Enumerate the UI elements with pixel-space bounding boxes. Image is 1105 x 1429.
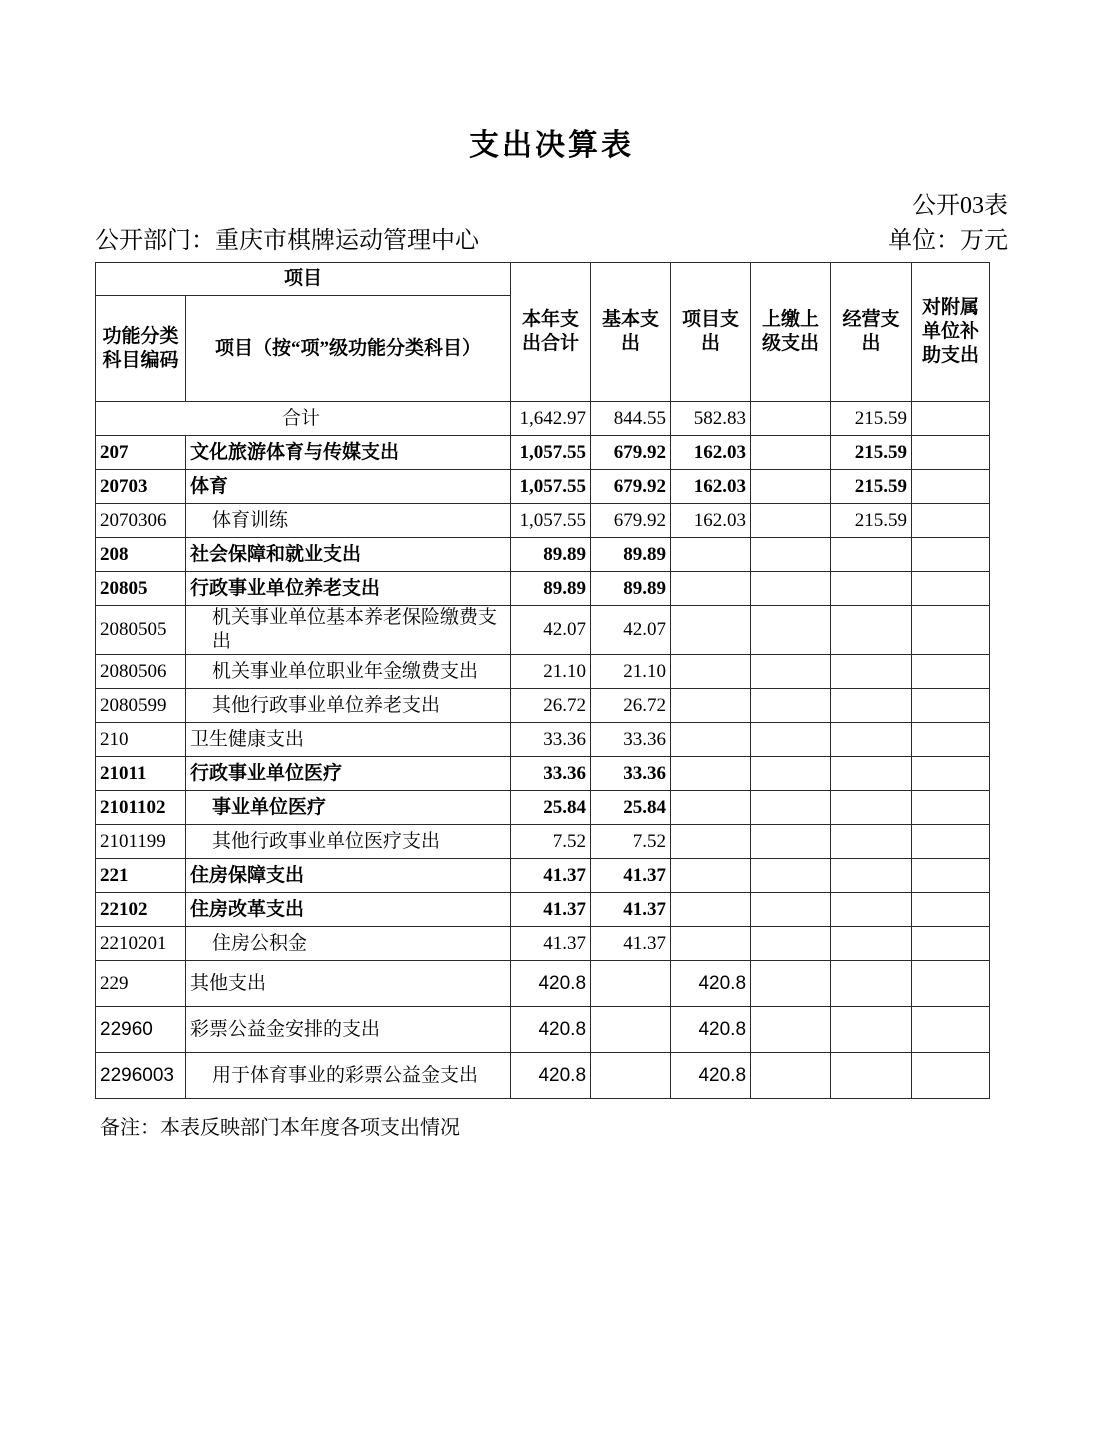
label-cell: 其他行政事业单位养老支出 bbox=[186, 689, 511, 723]
value-cell: 1,642.97 bbox=[511, 402, 591, 436]
table-row bbox=[96, 893, 990, 927]
header-item: 项目（按“项”级功能分类科目） bbox=[186, 296, 511, 402]
value-cell bbox=[831, 606, 912, 655]
value-cell: 420.8 bbox=[511, 1007, 591, 1053]
table-row bbox=[96, 689, 990, 723]
value-cell: 89.89 bbox=[591, 572, 671, 606]
value-cell bbox=[912, 402, 990, 436]
value-cell bbox=[912, 791, 990, 825]
value-cell: 420.8 bbox=[671, 961, 751, 1007]
value-cell bbox=[751, 791, 831, 825]
label-cell: 文化旅游体育与传媒支出 bbox=[186, 436, 511, 470]
table-row bbox=[96, 1053, 990, 1099]
value-cell: 33.36 bbox=[591, 723, 671, 757]
code-cell: 22960 bbox=[96, 1007, 186, 1053]
label-cell: 行政事业单位医疗 bbox=[186, 757, 511, 791]
value-cell: 7.52 bbox=[511, 825, 591, 859]
value-cell bbox=[831, 859, 912, 893]
value-cell bbox=[912, 927, 990, 961]
header-col-total: 本年支出合计 bbox=[511, 263, 591, 402]
value-cell bbox=[751, 572, 831, 606]
code-cell: 21011 bbox=[96, 757, 186, 791]
value-cell bbox=[912, 1007, 990, 1053]
code-cell: 2101102 bbox=[96, 791, 186, 825]
code-cell: 208 bbox=[96, 538, 186, 572]
value-cell bbox=[912, 572, 990, 606]
label-cell: 住房公积金 bbox=[186, 927, 511, 961]
value-cell: 215.59 bbox=[831, 436, 912, 470]
value-cell bbox=[751, 927, 831, 961]
code-cell: 20703 bbox=[96, 470, 186, 504]
code-cell: 2101199 bbox=[96, 825, 186, 859]
value-cell: 89.89 bbox=[511, 572, 591, 606]
table-row bbox=[96, 1007, 990, 1053]
value-cell: 7.52 bbox=[591, 825, 671, 859]
value-cell bbox=[671, 893, 751, 927]
header-row-1 bbox=[96, 263, 990, 296]
code-cell: 20805 bbox=[96, 572, 186, 606]
value-cell bbox=[912, 757, 990, 791]
label-cell: 行政事业单位养老支出 bbox=[186, 572, 511, 606]
value-cell bbox=[831, 825, 912, 859]
value-cell bbox=[751, 961, 831, 1007]
table-row bbox=[96, 791, 990, 825]
code-cell: 2080505 bbox=[96, 606, 186, 655]
value-cell: 215.59 bbox=[831, 470, 912, 504]
table-row bbox=[96, 606, 990, 655]
table-row bbox=[96, 504, 990, 538]
table-row bbox=[96, 436, 990, 470]
value-cell bbox=[751, 1053, 831, 1099]
page-title: 支出决算表 bbox=[469, 129, 634, 162]
code-cell: 2070306 bbox=[96, 504, 186, 538]
table-row bbox=[96, 655, 990, 689]
value-cell bbox=[912, 538, 990, 572]
value-cell bbox=[912, 859, 990, 893]
value-cell bbox=[831, 791, 912, 825]
value-cell bbox=[912, 893, 990, 927]
value-cell bbox=[831, 893, 912, 927]
value-cell bbox=[751, 655, 831, 689]
label-cell: 其他行政事业单位医疗支出 bbox=[186, 825, 511, 859]
value-cell bbox=[831, 757, 912, 791]
value-cell bbox=[671, 791, 751, 825]
code-cell: 207 bbox=[96, 436, 186, 470]
label-cell: 机关事业单位职业年金缴费支出 bbox=[186, 655, 511, 689]
value-cell: 215.59 bbox=[831, 504, 912, 538]
value-cell: 162.03 bbox=[671, 470, 751, 504]
table-row bbox=[96, 825, 990, 859]
code-cell: 22102 bbox=[96, 893, 186, 927]
table-row bbox=[96, 538, 990, 572]
label-cell: 其他支出 bbox=[186, 961, 511, 1007]
code-cell: 2080506 bbox=[96, 655, 186, 689]
value-cell bbox=[912, 1053, 990, 1099]
value-cell: 41.37 bbox=[511, 859, 591, 893]
value-cell: 21.10 bbox=[591, 655, 671, 689]
value-cell: 41.37 bbox=[591, 859, 671, 893]
label-cell: 卫生健康支出 bbox=[186, 723, 511, 757]
value-cell: 42.07 bbox=[511, 606, 591, 655]
label-cell: 体育训练 bbox=[186, 504, 511, 538]
value-cell: 41.37 bbox=[591, 893, 671, 927]
document-sheet bbox=[95, 0, 1008, 1140]
value-cell bbox=[751, 689, 831, 723]
value-cell: 582.83 bbox=[671, 402, 751, 436]
value-cell: 420.8 bbox=[671, 1007, 751, 1053]
value-cell: 89.89 bbox=[591, 538, 671, 572]
table-row bbox=[96, 927, 990, 961]
value-cell: 420.8 bbox=[671, 1053, 751, 1099]
table-body bbox=[96, 402, 990, 1099]
value-cell bbox=[831, 927, 912, 961]
value-cell bbox=[751, 757, 831, 791]
value-cell bbox=[831, 1053, 912, 1099]
value-cell bbox=[671, 538, 751, 572]
value-cell bbox=[751, 723, 831, 757]
value-cell bbox=[912, 961, 990, 1007]
value-cell: 33.36 bbox=[591, 757, 671, 791]
value-cell bbox=[831, 723, 912, 757]
table-row bbox=[96, 402, 990, 436]
value-cell bbox=[831, 655, 912, 689]
label-cell: 合计 bbox=[96, 402, 511, 436]
value-cell bbox=[831, 689, 912, 723]
table-row bbox=[96, 757, 990, 791]
header-col-operating: 经营支出 bbox=[831, 263, 912, 402]
value-cell: 1,057.55 bbox=[511, 504, 591, 538]
table-row bbox=[96, 723, 990, 757]
table-row bbox=[96, 572, 990, 606]
label-cell: 体育 bbox=[186, 470, 511, 504]
value-cell bbox=[671, 689, 751, 723]
value-cell bbox=[912, 825, 990, 859]
value-cell bbox=[912, 723, 990, 757]
value-cell: 26.72 bbox=[511, 689, 591, 723]
unit-label: 单位：万元 bbox=[888, 228, 1008, 254]
value-cell: 162.03 bbox=[671, 436, 751, 470]
value-cell bbox=[831, 961, 912, 1007]
value-cell: 41.37 bbox=[511, 927, 591, 961]
value-cell: 89.89 bbox=[511, 538, 591, 572]
code-cell: 2210201 bbox=[96, 927, 186, 961]
label-cell: 事业单位医疗 bbox=[186, 791, 511, 825]
value-cell: 33.36 bbox=[511, 757, 591, 791]
value-cell bbox=[671, 859, 751, 893]
value-cell bbox=[751, 893, 831, 927]
value-cell: 162.03 bbox=[671, 504, 751, 538]
value-cell bbox=[912, 470, 990, 504]
value-cell bbox=[671, 655, 751, 689]
label-cell: 住房改革支出 bbox=[186, 893, 511, 927]
value-cell bbox=[751, 504, 831, 538]
value-cell: 33.36 bbox=[511, 723, 591, 757]
value-cell bbox=[671, 723, 751, 757]
table-row bbox=[96, 859, 990, 893]
code-cell: 229 bbox=[96, 961, 186, 1007]
value-cell: 1,057.55 bbox=[511, 470, 591, 504]
label-cell: 社会保障和就业支出 bbox=[186, 538, 511, 572]
note-text: 备注：本表反映部门本年度各项支出情况 bbox=[100, 1117, 460, 1139]
value-cell bbox=[912, 655, 990, 689]
value-cell bbox=[751, 859, 831, 893]
value-cell bbox=[671, 825, 751, 859]
value-cell bbox=[671, 606, 751, 655]
value-cell bbox=[751, 470, 831, 504]
value-cell bbox=[671, 757, 751, 791]
code-cell: 2080599 bbox=[96, 689, 186, 723]
department-label: 公开部门：重庆市棋牌运动管理中心 bbox=[95, 228, 479, 254]
value-cell: 679.92 bbox=[591, 470, 671, 504]
value-cell bbox=[591, 1053, 671, 1099]
value-cell: 42.07 bbox=[591, 606, 671, 655]
table-tag-label: 公开03表 bbox=[912, 193, 1008, 219]
value-cell: 215.59 bbox=[831, 402, 912, 436]
value-cell bbox=[751, 402, 831, 436]
value-cell bbox=[912, 504, 990, 538]
value-cell: 25.84 bbox=[591, 791, 671, 825]
value-cell bbox=[751, 436, 831, 470]
label-cell: 住房保障支出 bbox=[186, 859, 511, 893]
table-row bbox=[96, 961, 990, 1007]
expenditure-table bbox=[95, 262, 990, 1099]
header-col-upper: 上缴上级支出 bbox=[751, 263, 831, 402]
value-cell: 41.37 bbox=[591, 927, 671, 961]
label-cell: 彩票公益金安排的支出 bbox=[186, 1007, 511, 1053]
code-cell: 210 bbox=[96, 723, 186, 757]
value-cell: 679.92 bbox=[591, 436, 671, 470]
code-cell: 221 bbox=[96, 859, 186, 893]
header-code: 功能分类科目编码 bbox=[96, 296, 186, 402]
value-cell bbox=[751, 538, 831, 572]
value-cell bbox=[912, 436, 990, 470]
value-cell bbox=[591, 961, 671, 1007]
value-cell bbox=[591, 1007, 671, 1053]
value-cell bbox=[671, 572, 751, 606]
value-cell: 21.10 bbox=[511, 655, 591, 689]
code-cell: 2296003 bbox=[96, 1053, 186, 1099]
header-col-basic: 基本支出 bbox=[591, 263, 671, 402]
value-cell bbox=[912, 689, 990, 723]
value-cell: 679.92 bbox=[591, 504, 671, 538]
header-col-project: 项目支出 bbox=[671, 263, 751, 402]
value-cell bbox=[831, 572, 912, 606]
value-cell bbox=[671, 927, 751, 961]
value-cell bbox=[912, 606, 990, 655]
value-cell: 41.37 bbox=[511, 893, 591, 927]
value-cell bbox=[751, 825, 831, 859]
value-cell: 420.8 bbox=[511, 961, 591, 1007]
value-cell bbox=[831, 538, 912, 572]
value-cell: 25.84 bbox=[511, 791, 591, 825]
label-cell: 用于体育事业的彩票公益金支出 bbox=[186, 1053, 511, 1099]
header-project-group: 项目 bbox=[96, 263, 511, 296]
meta-row bbox=[95, 226, 1008, 256]
value-cell bbox=[751, 606, 831, 655]
table-row bbox=[96, 470, 990, 504]
table-header bbox=[96, 263, 990, 402]
label-cell: 机关事业单位基本养老保险缴费支出 bbox=[186, 606, 511, 655]
value-cell bbox=[831, 1007, 912, 1053]
value-cell bbox=[751, 1007, 831, 1053]
value-cell: 1,057.55 bbox=[511, 436, 591, 470]
value-cell: 26.72 bbox=[591, 689, 671, 723]
header-col-subsidy: 对附属单位补助支出 bbox=[912, 263, 990, 402]
value-cell: 420.8 bbox=[511, 1053, 591, 1099]
value-cell: 844.55 bbox=[591, 402, 671, 436]
